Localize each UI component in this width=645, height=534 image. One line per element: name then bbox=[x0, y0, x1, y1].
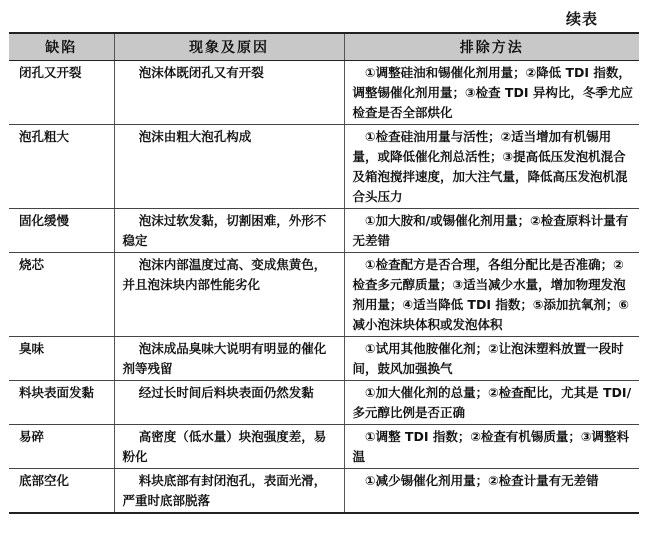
defect-cell: 固化缓慢 bbox=[9, 209, 114, 253]
header-defect: 缺陷 bbox=[9, 33, 114, 61]
cause-cell: 泡沫体既闭孔又有开裂 bbox=[114, 61, 344, 125]
remedy-cell: ①减少锡催化剂用量；②检查计量有无差错 bbox=[344, 469, 639, 514]
table-row bbox=[9, 125, 639, 209]
remedy-cell: ①试用其他胺催化剂；②让泡沫塑料放置一段时间，鼓风加强换气 bbox=[344, 337, 639, 381]
remedy-cell: ①加大胺和/或锡催化剂用量；②检查原料计量有无差错 bbox=[344, 209, 639, 253]
cause-cell: 泡沫由粗大泡孔构成 bbox=[114, 125, 344, 209]
cause-cell: 泡沫成品臭味大说明有明显的催化剂等残留 bbox=[114, 337, 344, 381]
remedy-cell: ①调整硅油和锡催化剂用量；②降低 TDI 指数，调整锡催化剂用量；③检查 TDI 异构比，冬季尤应检查是否全部烘化 bbox=[344, 61, 639, 125]
table-row bbox=[9, 337, 639, 381]
remedy-cell: ①加大催化剂的总量；②检查配比，尤其是 TDI/多元醇比例是否正确 bbox=[344, 381, 639, 425]
defect-cell: 烧芯 bbox=[9, 253, 114, 337]
header-remedy: 排除方法 bbox=[344, 33, 639, 61]
table-caption: 续表 bbox=[566, 10, 599, 28]
defect-cell: 闭孔又开裂 bbox=[9, 61, 114, 125]
cause-cell: 料块底部有封闭泡孔，表面光滑，严重时底部脱落 bbox=[114, 469, 344, 514]
defect-cell: 泡孔粗大 bbox=[9, 125, 114, 209]
table-row bbox=[9, 425, 639, 469]
remedy-cell: ①检查硅油用量与活性；②适当增加有机锡用量，或降低催化剂总活性；③提高低压发泡机混合及箱泡搅拌速度，加大注气量，降低高压发泡机混合头压力 bbox=[344, 125, 639, 209]
table-row bbox=[9, 381, 639, 425]
table-row bbox=[9, 209, 639, 253]
defect-cell: 臭味 bbox=[9, 337, 114, 381]
table-row bbox=[9, 469, 639, 514]
cause-cell: 泡沫内部温度过高、变成焦黄色，并且泡沫块内部性能劣化 bbox=[114, 253, 344, 337]
cause-cell: 泡沫过软发黏，切割困难，外形不稳定 bbox=[114, 209, 344, 253]
defect-cell: 易碎 bbox=[9, 425, 114, 469]
header-cause: 现象及原因 bbox=[114, 33, 344, 61]
table-row bbox=[9, 61, 639, 125]
remedy-cell: ①调整 TDI 指数；②检查有机锡质量；③调整料温 bbox=[344, 425, 639, 469]
defect-cell: 料块表面发黏 bbox=[9, 381, 114, 425]
defect-cell: 底部空化 bbox=[9, 469, 114, 514]
table-header-row bbox=[9, 33, 639, 61]
cause-cell: 高密度（低水量）块泡强度差，易粉化 bbox=[114, 425, 344, 469]
cause-cell: 经过长时间后料块表面仍然发黏 bbox=[114, 381, 344, 425]
defects-table bbox=[9, 32, 639, 514]
remedy-cell: ①检查配方是否合理，各组分配比是否准确；②检查多元醇质量；③适当减少水量，增加物理发泡剂用量；④适当降低 TDI 指数；⑤添加抗氧剂；⑥减小泡沫块体积或发泡体积 bbox=[344, 253, 639, 337]
table-row bbox=[9, 253, 639, 337]
